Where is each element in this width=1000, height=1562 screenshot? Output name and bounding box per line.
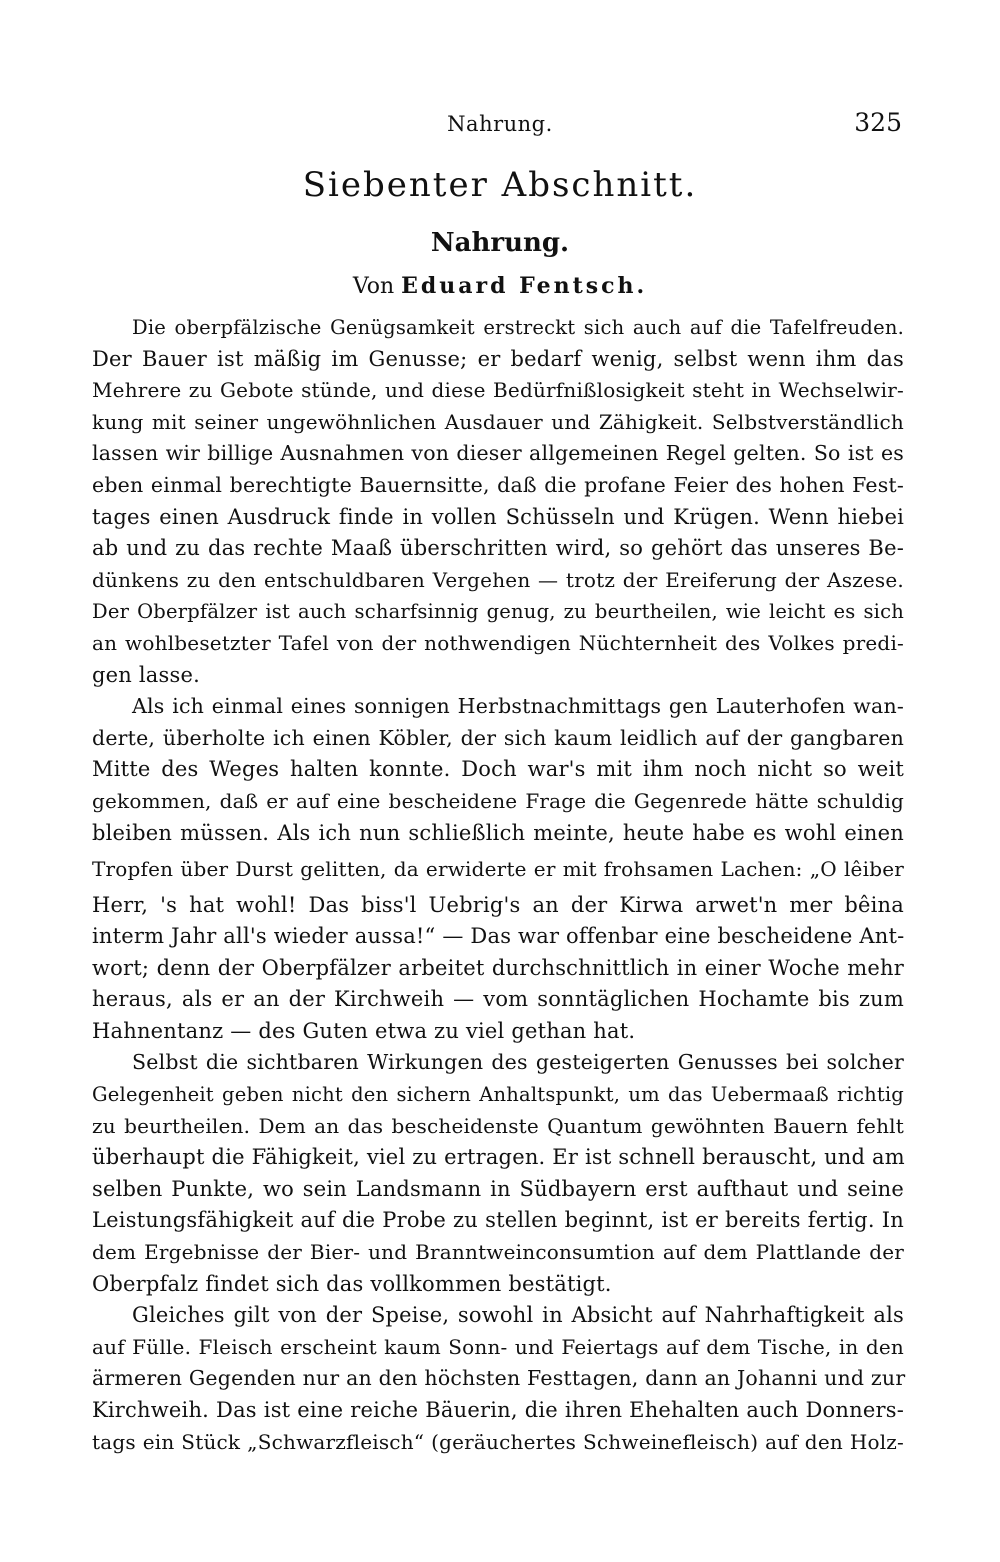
text-line: tags ein Stück „Schwarzfleisch“ (geräuchertes Schweinefleisch) auf den Holz- <box>92 1429 904 1454</box>
text-line: heraus, als er an der Kirchweih — vom sonntäglichen Hochamte bis zum <box>92 987 904 1012</box>
text-line: ab und zu das rechte Maaß überschritten wird, so gehört das unseres Be- <box>92 536 904 561</box>
text-line: Herr, 's hat wohl! Das biss'l Uebrig's an der Kirwa arwet'n mer bêina <box>92 893 904 918</box>
text-line: Selbst die sichtbaren Wirkungen des gesteigerten Genusses bei solcher <box>132 1050 904 1075</box>
text-line: kung mit seiner ungewöhnlichen Ausdauer und Zähigkeit. Selbstverständlich <box>92 409 904 434</box>
text-line: dünkens zu den entschuldbaren Vergehen — trotz der Ereiferung der Aszese. <box>92 567 904 592</box>
text-line: Mehrere zu Gebote stünde, und diese Bedürfnißlosigkeit steht in Wechselwir- <box>92 378 904 403</box>
text-line: Tropfen über Durst gelitten, da erwiderte er mit frohsamen Lachen: „O lêiber <box>92 857 904 882</box>
section-title: Siebenter Abschnitt. <box>302 165 698 205</box>
running-head: Nahrung. <box>447 112 553 136</box>
text-line: Kirchweih. Das ist eine reiche Bäuerin, die ihren Ehehalten auch Donners- <box>92 1398 904 1422</box>
paragraph <box>92 1300 904 1458</box>
text-line: Gleiches gilt von der Speise, sowohl in Absicht auf Nahrhaftigkeit als <box>132 1303 904 1328</box>
text-line: Hahnentanz — des Guten etwa zu viel gethan hat. <box>92 1018 636 1043</box>
text-line: Oberpfalz findet sich das vollkommen bestätigt. <box>92 1271 612 1296</box>
body-text <box>92 312 904 1458</box>
text-line: gekommen, daß er auf eine bescheidene Frage die Gegenrede hätte schuldig <box>92 788 904 813</box>
paragraph <box>92 1047 904 1300</box>
text-line: selben Punkte, wo sein Landsmann in Südbayern erst aufthaut und seine <box>92 1176 904 1201</box>
author-name: Eduard Fentsch. <box>401 273 648 299</box>
text-line: tages einen Ausdruck finde in vollen Schüsseln und Krügen. Wenn hiebei <box>92 504 904 529</box>
text-line: gen lasse. <box>92 662 200 687</box>
text-line: dem Ergebnisse der Bier- und Branntweinconsumtion auf dem Plattlande der <box>92 1240 904 1265</box>
text-line: zu beurtheilen. Dem an das bescheidenste Quantum gewöhnten Bauern fehlt <box>92 1113 904 1138</box>
text-line: Leistungsfähigkeit auf die Probe zu stellen beginnt, ist er bereits fertig. In <box>92 1208 904 1233</box>
byline <box>0 273 1000 299</box>
text-line: Die oberpfälzische Genügsamkeit erstreckt sich auch auf die Tafelfreuden. <box>132 316 904 339</box>
chapter-title: Nahrung. <box>430 228 570 258</box>
text-line: eben einmal berechtigte Bauernsitte, daß die profane Feier des hohen Fest- <box>92 472 904 497</box>
text-line: Als ich einmal eines sonnigen Herbstnachmittags gen Lauterhofen wan- <box>132 694 904 719</box>
text-line: Gelegenheit geben nicht den sichern Anhaltspunkt, um das Uebermaaß richtig <box>92 1083 904 1107</box>
text-line: Mitte des Weges halten konnte. Doch war's mit ihm noch nicht so weit <box>92 757 904 782</box>
text-line: auf Fülle. Fleisch erscheint kaum Sonn- und Feiertags auf dem Tische, in den <box>92 1334 904 1359</box>
text-line: wort; denn der Oberpfälzer arbeitet durchschnittlich in einer Woche mehr <box>92 955 904 980</box>
text-line: interm Jahr all's wieder aussa!“ — Das war offenbar eine bescheidene Ant- <box>92 924 905 949</box>
paragraph <box>92 312 904 691</box>
text-line: derte, überholte ich einen Köbler, der sich kaum leidlich auf der gangbaren <box>92 725 904 750</box>
text-line: Der Bauer ist mäßig im Genusse; er bedarf wenig, selbst wenn ihm das <box>92 346 904 371</box>
text-line: Der Oberpfälzer ist auch scharfsinnig genug, zu beurtheilen, wie leicht es sich <box>92 600 904 624</box>
text-line: lassen wir billige Ausnahmen von dieser allgemeinen Regel gelten. So ist es <box>92 441 904 466</box>
page-number: 325 <box>854 108 902 137</box>
text-line: an wohlbesetzter Tafel von der nothwendigen Nüchternheit des Volkes predi- <box>92 630 904 655</box>
text-line: ärmeren Gegenden nur an den höchsten Festtagen, dann an Johanni und zur <box>92 1366 906 1391</box>
byline-prefix: Von <box>352 274 395 299</box>
text-line: überhaupt die Fähigkeit, viel zu ertragen. Er ist schnell berauscht, und am <box>92 1145 905 1170</box>
paragraph <box>92 691 904 1047</box>
text-line: bleiben müssen. Als ich nun schließlich meinte, heute habe es wohl einen <box>92 820 904 845</box>
